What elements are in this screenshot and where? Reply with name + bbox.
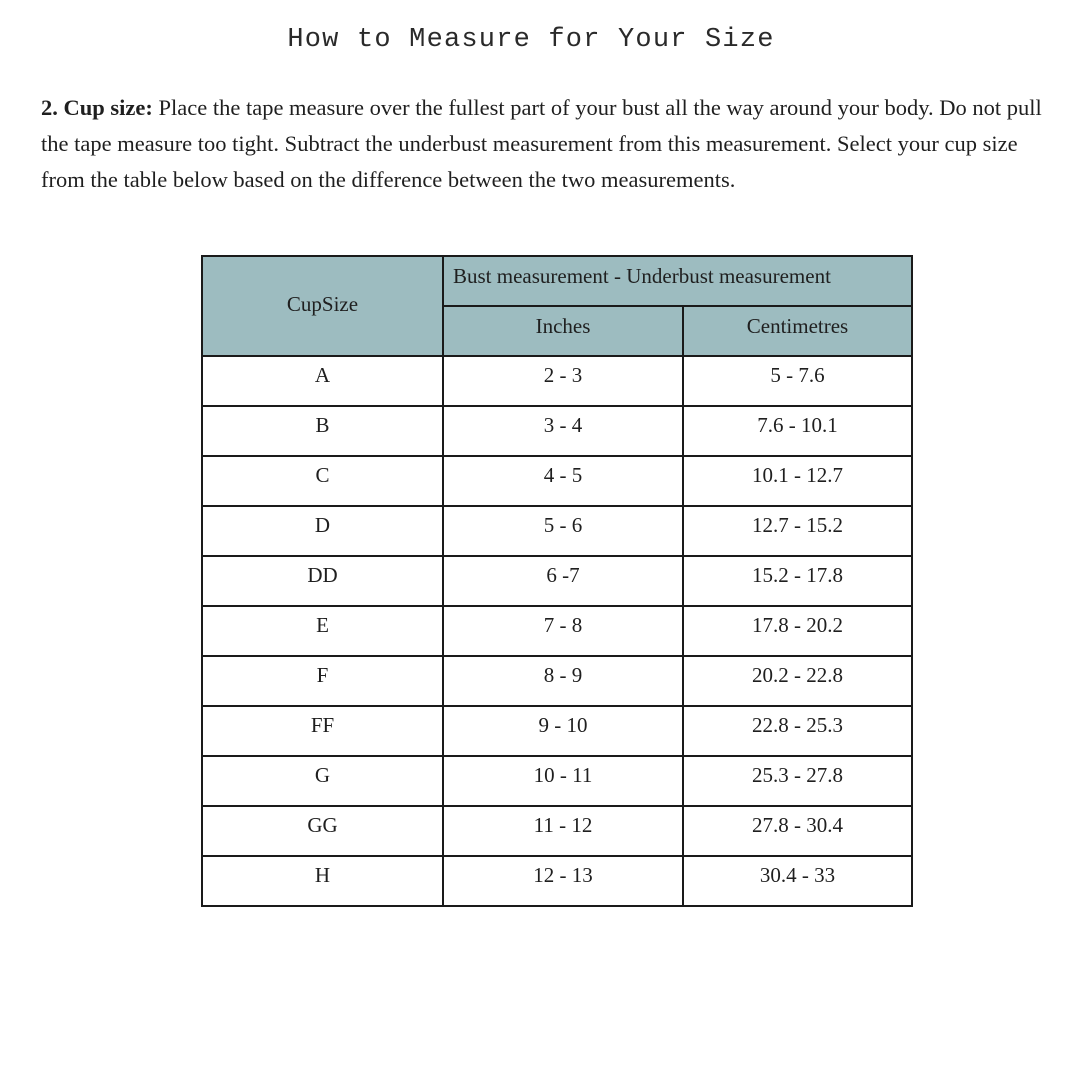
cm-cell: 15.2 - 17.8 [683,556,912,606]
table-row [202,756,912,806]
inches-cell: 6 -7 [443,556,683,606]
cm-cell: 17.8 - 20.2 [683,606,912,656]
inches-cell: 8 - 9 [443,656,683,706]
table-row [202,556,912,606]
inches-cell: 4 - 5 [443,456,683,506]
table-row [202,606,912,656]
centimetres-header: Centimetres [683,306,912,356]
cup-size-table [201,255,913,907]
instructions-text: Place the tape measure over the fullest part of your bust all the way around your body. Do not pull the tape measure too tight. Subtract the underbust measurement from this measurement. Select your cup size from the table below based on the difference between the two measurements. [41,95,1042,192]
table-row [202,656,912,706]
cup-cell: GG [202,806,443,856]
cup-cell: B [202,406,443,456]
table-row [202,356,912,406]
inches-cell: 3 - 4 [443,406,683,456]
cm-cell: 20.2 - 22.8 [683,656,912,706]
cup-cell: E [202,606,443,656]
cm-cell: 10.1 - 12.7 [683,456,912,506]
cm-cell: 27.8 - 30.4 [683,806,912,856]
cup-size-header: CupSize [202,256,443,356]
instructions-lead: 2. Cup size: [41,95,153,120]
cup-cell: F [202,656,443,706]
measurement-difference-header: Bust measurement - Underbust measurement [443,256,912,306]
cm-cell: 25.3 - 27.8 [683,756,912,806]
table-row [202,506,912,556]
table-row [202,856,912,906]
cup-cell: FF [202,706,443,756]
table-row [202,456,912,506]
inches-cell: 9 - 10 [443,706,683,756]
table-row [202,806,912,856]
cup-size-instructions [41,90,1051,198]
cm-cell: 30.4 - 33 [683,856,912,906]
cup-cell: G [202,756,443,806]
cm-cell: 12.7 - 15.2 [683,506,912,556]
inches-cell: 11 - 12 [443,806,683,856]
cm-cell: 22.8 - 25.3 [683,706,912,756]
table-row [202,406,912,456]
cup-cell: DD [202,556,443,606]
cm-cell: 7.6 - 10.1 [683,406,912,456]
page-title: How to Measure for Your Size [287,25,775,55]
inches-cell: 7 - 8 [443,606,683,656]
table-row [202,706,912,756]
cup-cell: A [202,356,443,406]
cup-cell: H [202,856,443,906]
inches-cell: 5 - 6 [443,506,683,556]
inches-cell: 10 - 11 [443,756,683,806]
inches-cell: 12 - 13 [443,856,683,906]
inches-header: Inches [443,306,683,356]
inches-cell: 2 - 3 [443,356,683,406]
table-header-row [202,256,912,306]
cup-cell: D [202,506,443,556]
cup-cell: C [202,456,443,506]
cm-cell: 5 - 7.6 [683,356,912,406]
